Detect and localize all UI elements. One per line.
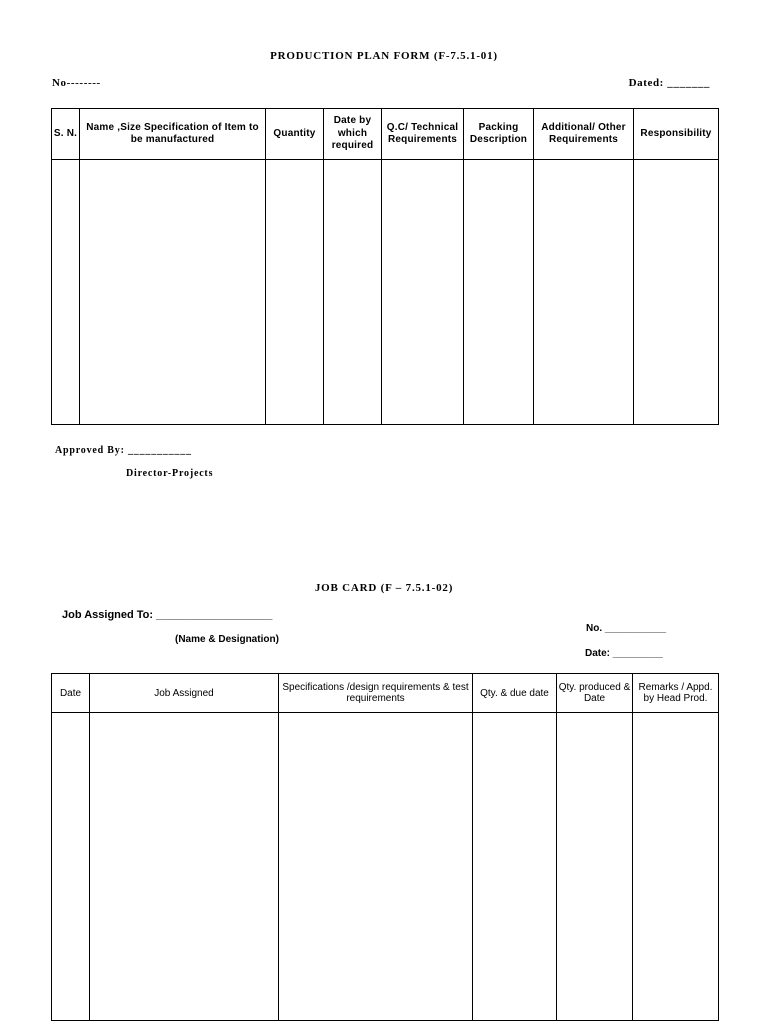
table-cell[interactable]: [266, 160, 324, 425]
column-header: Qty. produced & Date: [557, 674, 633, 713]
table-cell[interactable]: [52, 160, 80, 425]
name-designation-caption: (Name & Designation): [175, 634, 279, 645]
column-header: Date by which required: [324, 109, 382, 160]
production-plan-dated: Dated: _______: [628, 77, 710, 89]
column-header: Quantity: [266, 109, 324, 160]
column-header: Specifications /design requirements & test requirements: [279, 674, 473, 713]
production-plan-title: PRODUCTION PLAN FORM (F-7.5.1-01): [270, 50, 498, 62]
table-cell[interactable]: [557, 713, 633, 1021]
production-plan-header-row: [52, 109, 719, 160]
table-cell[interactable]: [464, 160, 534, 425]
job-card-date: Date: _________: [585, 648, 663, 659]
table-cell[interactable]: [80, 160, 266, 425]
table-cell[interactable]: [473, 713, 557, 1021]
column-header: Name ,Size Specification of Item to be manufactured: [80, 109, 266, 160]
production-plan-table: [51, 108, 719, 425]
table-cell[interactable]: [634, 160, 719, 425]
production-plan-entry-row: [52, 160, 719, 425]
column-header: Remarks / Appd. by Head Prod.: [633, 674, 719, 713]
column-header: Job Assigned: [90, 674, 279, 713]
table-cell[interactable]: [52, 713, 90, 1021]
table-cell[interactable]: [534, 160, 634, 425]
job-card-title: JOB CARD (F – 7.5.1-02): [314, 582, 454, 594]
approver-title: Director-Projects: [126, 468, 214, 479]
table-cell[interactable]: [324, 160, 382, 425]
job-card-entry-row: [52, 713, 719, 1021]
column-header: Packing Description: [464, 109, 534, 160]
column-header: S. N.: [52, 109, 80, 160]
table-cell[interactable]: [90, 713, 279, 1021]
job-card-header-row: [52, 674, 719, 713]
production-plan-no: No--------: [52, 77, 101, 89]
table-cell[interactable]: [633, 713, 719, 1021]
job-card-no: No. ___________: [586, 623, 667, 634]
job-assigned-to: Job Assigned To: ___________________: [62, 609, 273, 621]
column-header: Responsibility: [634, 109, 719, 160]
column-header: Date: [52, 674, 90, 713]
column-header: Additional/ Other Requirements: [534, 109, 634, 160]
column-header: Qty. & due date: [473, 674, 557, 713]
table-cell[interactable]: [382, 160, 464, 425]
column-header: Q.C/ Technical Requirements: [382, 109, 464, 160]
job-card-table: [51, 673, 719, 1021]
table-cell[interactable]: [279, 713, 473, 1021]
approved-by: Approved By: ___________: [55, 445, 192, 456]
